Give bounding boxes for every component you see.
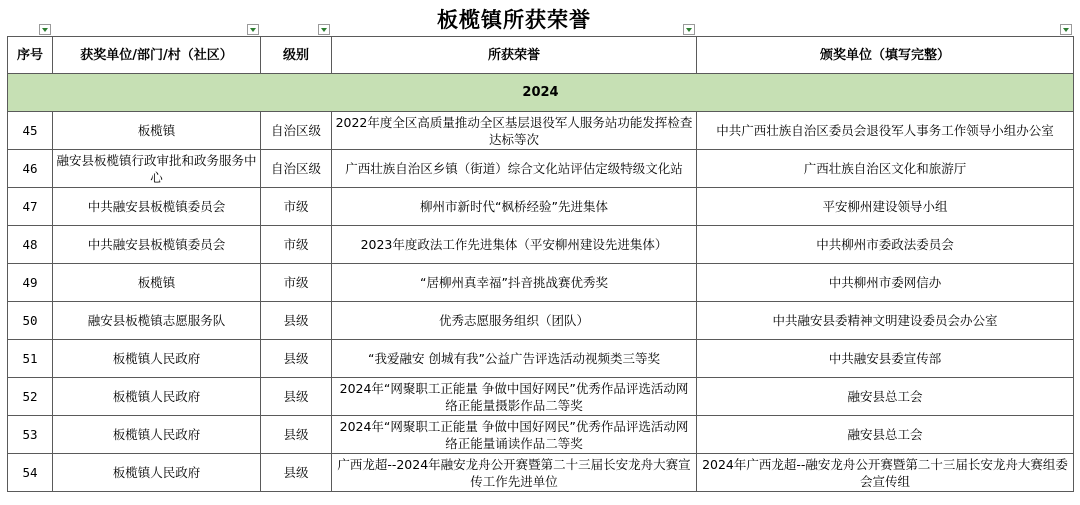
table-row bbox=[8, 378, 1074, 416]
cell-level[interactable]: 县级 bbox=[261, 416, 332, 454]
column-header-no[interactable]: 序号 bbox=[8, 37, 53, 74]
cell-no[interactable]: 54 bbox=[8, 454, 53, 492]
cell-unit[interactable]: 融安县板榄镇志愿服务队 bbox=[53, 302, 261, 340]
sheet-title: 板榄镇所获荣誉 bbox=[437, 7, 591, 32]
filter-dropdown-icon[interactable] bbox=[683, 24, 695, 35]
filter-cell-5 bbox=[697, 6, 1074, 37]
honors-table bbox=[7, 6, 1074, 492]
cell-honor[interactable]: 2022年度全区高质量推动全区基层退役军人服务站功能发挥检查达标等次 bbox=[332, 112, 697, 150]
cell-level[interactable]: 县级 bbox=[261, 454, 332, 492]
cell-honor[interactable]: 柳州市新时代“枫桥经验”先进集体 bbox=[332, 188, 697, 226]
column-header-issuer[interactable]: 颁奖单位（填写完整） bbox=[697, 37, 1074, 74]
cell-no[interactable]: 51 bbox=[8, 340, 53, 378]
year-group-row bbox=[8, 74, 1074, 112]
cell-honor[interactable]: 广西龙超--2024年融安龙舟公开赛暨第二十三届长安龙舟大赛宣传工作先进单位 bbox=[332, 454, 697, 492]
cell-issuer[interactable]: 融安县总工会 bbox=[697, 378, 1074, 416]
title-row bbox=[8, 6, 1074, 37]
table-row bbox=[8, 188, 1074, 226]
cell-issuer[interactable]: 中共柳州市委政法委员会 bbox=[697, 226, 1074, 264]
cell-no[interactable]: 49 bbox=[8, 264, 53, 302]
cell-honor[interactable]: 广西壮族自治区乡镇（街道）综合文化站评估定级特级文化站 bbox=[332, 150, 697, 188]
cell-unit[interactable]: 板榄镇人民政府 bbox=[53, 454, 261, 492]
cell-unit[interactable]: 中共融安县板榄镇委员会 bbox=[53, 188, 261, 226]
cell-unit[interactable]: 板榄镇人民政府 bbox=[53, 340, 261, 378]
cell-issuer[interactable]: 中共广西壮族自治区委员会退役军人事务工作领导小组办公室 bbox=[697, 112, 1074, 150]
cell-no[interactable]: 53 bbox=[8, 416, 53, 454]
filter-dropdown-icon[interactable] bbox=[1060, 24, 1072, 35]
cell-issuer[interactable]: 中共融安县委精神文明建设委员会办公室 bbox=[697, 302, 1074, 340]
cell-honor[interactable]: 2024年“网聚职工正能量 争做中国好网民”优秀作品评选活动网络正能量诵读作品二等奖 bbox=[332, 416, 697, 454]
filter-cell-4 bbox=[332, 6, 697, 37]
cell-no[interactable]: 46 bbox=[8, 150, 53, 188]
cell-unit[interactable]: 板榄镇 bbox=[53, 112, 261, 150]
column-header-level[interactable]: 级别 bbox=[261, 37, 332, 74]
cell-unit[interactable]: 融安县板榄镇行政审批和政务服务中心 bbox=[53, 150, 261, 188]
cell-level[interactable]: 县级 bbox=[261, 340, 332, 378]
cell-issuer[interactable]: 2024年广西龙超--融安龙舟公开赛暨第二十三届长安龙舟大赛组委会宣传组 bbox=[697, 454, 1074, 492]
cell-unit[interactable]: 板榄镇人民政府 bbox=[53, 378, 261, 416]
cell-no[interactable]: 47 bbox=[8, 188, 53, 226]
cell-issuer[interactable]: 中共柳州市委网信办 bbox=[697, 264, 1074, 302]
cell-issuer[interactable]: 融安县总工会 bbox=[697, 416, 1074, 454]
cell-level[interactable]: 市级 bbox=[261, 264, 332, 302]
table-row bbox=[8, 150, 1074, 188]
table-row bbox=[8, 340, 1074, 378]
cell-issuer[interactable]: 广西壮族自治区文化和旅游厅 bbox=[697, 150, 1074, 188]
filter-dropdown-icon[interactable] bbox=[39, 24, 51, 35]
table-row bbox=[8, 226, 1074, 264]
filter-dropdown-icon[interactable] bbox=[318, 24, 330, 35]
cell-level[interactable]: 市级 bbox=[261, 188, 332, 226]
cell-no[interactable]: 48 bbox=[8, 226, 53, 264]
cell-unit[interactable]: 板榄镇 bbox=[53, 264, 261, 302]
cell-unit[interactable]: 中共融安县板榄镇委员会 bbox=[53, 226, 261, 264]
cell-honor[interactable]: “我爱融安 创城有我”公益广告评选活动视频类三等奖 bbox=[332, 340, 697, 378]
filter-cell-1 bbox=[8, 6, 53, 37]
cell-issuer[interactable]: 平安柳州建设领导小组 bbox=[697, 188, 1074, 226]
cell-level[interactable]: 县级 bbox=[261, 302, 332, 340]
table-row bbox=[8, 112, 1074, 150]
filter-dropdown-icon[interactable] bbox=[247, 24, 259, 35]
table-row bbox=[8, 416, 1074, 454]
cell-honor[interactable]: 2024年“网聚职工正能量 争做中国好网民”优秀作品评选活动网络正能量摄影作品二等奖 bbox=[332, 378, 697, 416]
table-row bbox=[8, 264, 1074, 302]
cell-no[interactable]: 50 bbox=[8, 302, 53, 340]
filter-cell-3 bbox=[261, 6, 332, 37]
cell-level[interactable]: 市级 bbox=[261, 226, 332, 264]
cell-issuer[interactable]: 中共融安县委宣传部 bbox=[697, 340, 1074, 378]
header-row bbox=[8, 37, 1074, 74]
cell-honor[interactable]: 优秀志愿服务组织（团队） bbox=[332, 302, 697, 340]
cell-level[interactable]: 自治区级 bbox=[261, 150, 332, 188]
table-row bbox=[8, 302, 1074, 340]
cell-level[interactable]: 自治区级 bbox=[261, 112, 332, 150]
table-row bbox=[8, 454, 1074, 492]
cell-honor[interactable]: “居柳州真幸福”抖音挑战赛优秀奖 bbox=[332, 264, 697, 302]
cell-honor[interactable]: 2023年度政法工作先进集体（平安柳州建设先进集体） bbox=[332, 226, 697, 264]
cell-no[interactable]: 45 bbox=[8, 112, 53, 150]
column-header-unit[interactable]: 获奖单位/部门/村（社区） bbox=[53, 37, 261, 74]
filter-cell-2 bbox=[53, 6, 261, 37]
cell-no[interactable]: 52 bbox=[8, 378, 53, 416]
cell-unit[interactable]: 板榄镇人民政府 bbox=[53, 416, 261, 454]
cell-level[interactable]: 县级 bbox=[261, 378, 332, 416]
spreadsheet bbox=[7, 6, 1073, 492]
column-header-honor[interactable]: 所获荣誉 bbox=[332, 37, 697, 74]
year-group-cell[interactable]: 2024 bbox=[8, 74, 1074, 112]
